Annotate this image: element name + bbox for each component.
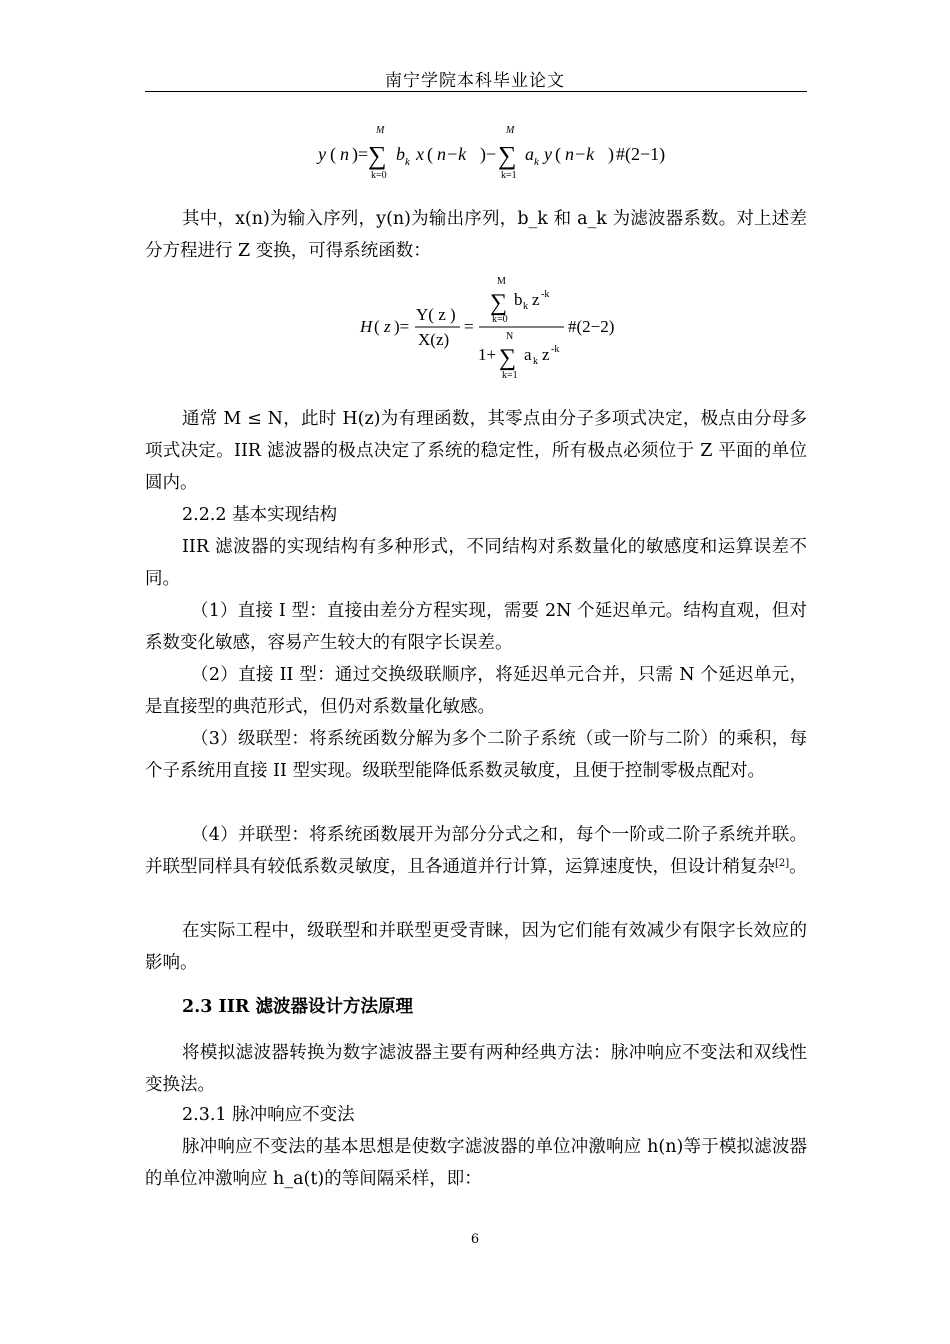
eq2-frac1-den: X(z) (418, 330, 450, 349)
eq2-tag: #(2−2) (568, 317, 615, 336)
subsection-2-3-1-title: 2.3.1 脉冲响应不变法 (182, 1105, 355, 1125)
eq2-num-b-sub: k (523, 301, 528, 312)
eq2-den-sum-bot: k=1 (502, 370, 518, 381)
page-number: 6 (470, 1232, 480, 1247)
eq2-den-one: 1+ (478, 345, 497, 364)
eq2-num-sum-top: M (497, 276, 506, 287)
eq2-num-sum-bot: k=0 (492, 314, 508, 325)
eq1-b-sub: k (405, 156, 410, 168)
eq1-tag: #(2−1) (616, 144, 666, 164)
subsection-2-2-2-title: 2.2.2 基本实现结构 (182, 505, 338, 525)
section-2-3-title: 2.3 IIR 滤波器设计方法原理 (182, 997, 414, 1017)
svg-text:)=: )= (352, 144, 369, 164)
equation-2-2 (352, 272, 652, 382)
eq1-n: n (340, 144, 349, 164)
eq2-frac1-num: Y( z ) (416, 305, 456, 324)
eq1-a-sub: k (534, 156, 539, 168)
eq2-den-z: z (542, 345, 550, 364)
paragraph-5: （2）直接 II 型：通过交换级联顺序，将延迟单元合并，只需 N 个延迟单元，是直接型的典范形式，但仍对系数量化敏感。 (145, 665, 807, 717)
equation-2-1 (310, 120, 690, 190)
citation-2[interactable]: [2] (775, 858, 790, 869)
eq2-z: z (384, 317, 391, 336)
paragraph-7-text: （4）并联型：将系统函数展开为部分分式之和，每个一阶或二阶子系统并联。并联型同样具有较低系数灵敏度，且各通道并行计算，运算速度快，但设计稍复杂 (145, 825, 807, 877)
paragraph-9: 将模拟滤波器转换为数字滤波器主要有两种经典方法：脉冲响应不变法和双线性变换法。 (145, 1043, 807, 1095)
svg-text:=: = (464, 317, 474, 336)
eq1-sum2-top: M (506, 125, 515, 136)
eq1-sum1-bot: k=0 (371, 170, 387, 181)
eq1-sum2-bot: k=1 (501, 170, 517, 181)
eq1-y2: y (544, 144, 552, 164)
eq1-sum2-sigma: ∑ (498, 141, 517, 170)
eq2-num-sigma: ∑ (490, 290, 508, 316)
eq1-arg1: n−k (437, 144, 467, 164)
running-header: 南宁学院本科毕业论文 (385, 71, 565, 91)
svg-text:(: ( (330, 144, 336, 164)
eq2-num-exp: -k (541, 289, 550, 300)
eq1-a: a (525, 144, 534, 164)
eq2-H: H (360, 317, 373, 336)
svg-text:(: ( (427, 144, 433, 164)
paragraph-7-end: 。 (789, 857, 807, 877)
eq2-den-a-sub: k (533, 356, 538, 367)
svg-text:)−: )− (480, 144, 497, 164)
paragraph-7 (145, 819, 807, 883)
svg-text:): ) (608, 144, 614, 164)
eq1-y: y (318, 144, 326, 164)
paragraph-3: IIR 滤波器的实现结构有多种形式，不同结构对系数量化的敏感度和运算误差不同。 (145, 537, 807, 589)
paragraph-8: 在实际工程中，级联型和并联型更受青睐，因为它们能有效减少有限字长效应的影响。 (145, 921, 807, 973)
eq1-arg2: n−k (565, 144, 595, 164)
eq1-b: b (396, 144, 405, 164)
eq1-sum1-sigma: ∑ (368, 141, 387, 170)
eq2-num-b: b (514, 290, 523, 309)
svg-text:(: ( (374, 317, 380, 336)
eq2-den-sigma: ∑ (499, 345, 517, 371)
paragraph-4: （1）直接 I 型：直接由差分方程实现，需要 2N 个延迟单元。结构直观，但对系数变化敏感，容易产生较大的有限字长误差。 (145, 601, 807, 653)
eq2-den-sum-top: N (506, 331, 514, 342)
eq1-x: x (416, 144, 424, 164)
svg-text:)=: )= (394, 317, 410, 336)
paragraph-2: 通常 M ≤ N，此时 H(z)为有理函数，其零点由分子多项式决定，极点由分母多项式决定。IIR 滤波器的极点决定了系统的稳定性，所有极点必须位于 Z 平面的单位圆内。 (145, 409, 807, 493)
paragraph-1: 其中，x(n)为输入序列，y(n)为输出序列，b_k 和 a_k 为滤波器系数。对上述差分方程进行 Z 变换，可得系统函数： (145, 209, 807, 261)
eq1-sum1-top: M (376, 125, 385, 136)
header-rule (145, 91, 807, 92)
eq2-den-exp: -k (551, 344, 560, 355)
paragraph-10: 脉冲响应不变法的基本思想是使数字滤波器的单位冲激响应 h(n)等于模拟滤波器的单位冲激响应 h_a(t)的等间隔采样，即： (145, 1137, 807, 1189)
paragraph-6: （3）级联型：将系统函数分解为多个二阶子系统（或一阶与二阶）的乘积，每个子系统用直接 II 型实现。级联型能降低系数灵敏度，且便于控制零极点配对。 (145, 729, 807, 781)
eq2-num-z: z (532, 290, 540, 309)
eq2-den-a: a (524, 345, 532, 364)
svg-text:(: ( (555, 144, 561, 164)
